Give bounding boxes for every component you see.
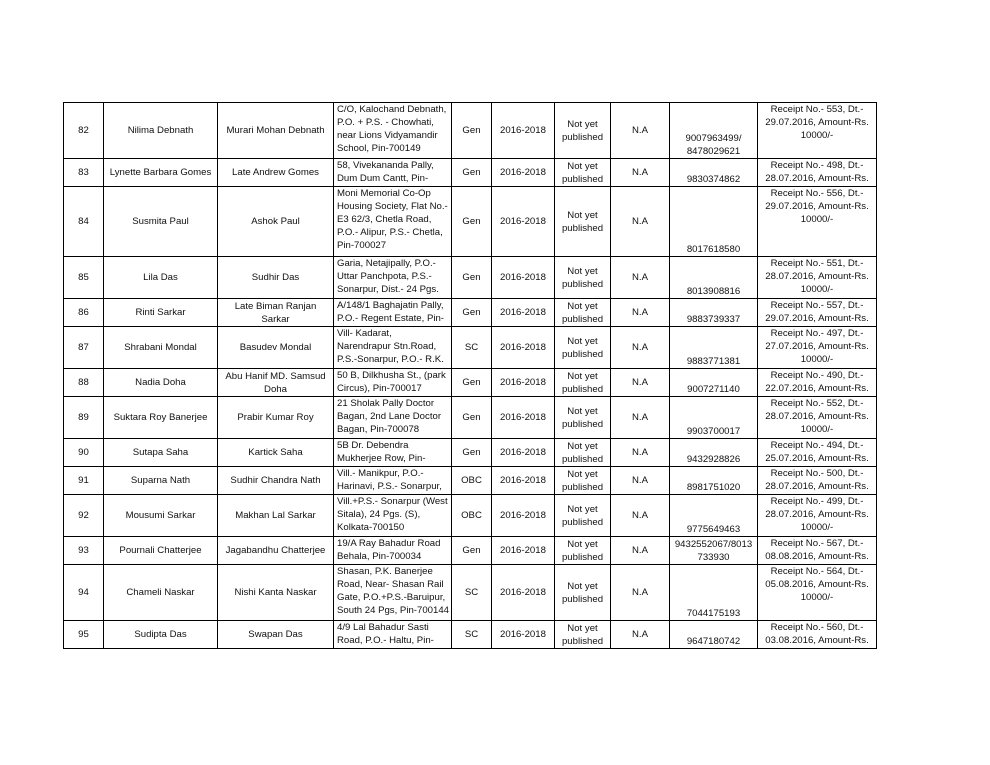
cell-category: [452, 397, 492, 439]
cell-session-text: 2016-2018: [500, 377, 546, 388]
cell-guardian-name: [218, 103, 334, 159]
cell-guardian-name: [218, 565, 334, 621]
cell-session: [492, 621, 555, 649]
cell-category-text: Gen: [462, 447, 481, 458]
cell-result-text: Not yet published: [561, 118, 604, 143]
cell-sl-no: [64, 327, 104, 369]
cell-sl-no-text: 84: [78, 216, 89, 227]
cell-marks: [611, 257, 670, 299]
cell-category-text: Gen: [462, 377, 481, 388]
cell-address: [334, 621, 452, 649]
cell-sl-no: [64, 621, 104, 649]
cell-guardian-name-text: Basudev Mondal: [239, 342, 312, 353]
cell-mobile: [670, 565, 758, 621]
cell-guardian-name-text: Prabir Kumar Roy: [237, 412, 314, 423]
cell-address: [334, 467, 452, 495]
cell-sl-no: [64, 159, 104, 187]
cell-mobile: [670, 621, 758, 649]
cell-result-text: Not yet published: [561, 440, 604, 465]
cell-marks-text: N.A: [632, 510, 648, 521]
cell-marks: [611, 327, 670, 369]
cell-category: [452, 495, 492, 537]
cell-result: [555, 397, 611, 439]
cell-name: [104, 537, 218, 565]
cell-mobile-text: 8981751020: [686, 482, 741, 493]
cell-sl-no-text: 82: [78, 125, 89, 136]
cell-session-text: 2016-2018: [500, 587, 546, 598]
cell-sl-no-text: 89: [78, 412, 89, 423]
cell-guardian-name-text: Swapan Das: [248, 629, 303, 640]
table-row: [64, 495, 877, 537]
cell-result-text: Not yet published: [561, 370, 604, 395]
cell-name-text: Pournali Chatterjee: [119, 545, 202, 556]
cell-sl-no: [64, 537, 104, 565]
cell-address: [334, 369, 452, 397]
cell-result: [555, 299, 611, 327]
cell-receipt-text: Receipt No.- 552, Dt.- 28.07.2016, Amount-Rs. 10000/-: [765, 398, 869, 435]
cell-name-text: Suparna Nath: [130, 475, 191, 486]
cell-mobile: [670, 299, 758, 327]
cell-session: [492, 467, 555, 495]
cell-receipt: [758, 565, 877, 621]
cell-name-text: Lila Das: [143, 272, 178, 283]
cell-category: [452, 467, 492, 495]
cell-session: [492, 187, 555, 257]
cell-sl-no-text: 91: [78, 475, 89, 486]
cell-guardian-name-text: Late Biman Ranjan Sarkar: [234, 300, 317, 325]
cell-sl-no: [64, 187, 104, 257]
cell-receipt: [758, 439, 877, 467]
cell-session-text: 2016-2018: [500, 629, 546, 640]
cell-receipt: [758, 621, 877, 649]
cell-result-text: Not yet published: [561, 405, 604, 430]
cell-category: [452, 159, 492, 187]
cell-category: [452, 369, 492, 397]
cell-receipt: [758, 299, 877, 327]
cell-address-text: Vill.- Manikpur, P.O.- Harinavi, P.S.- Sonarpur,: [337, 468, 442, 492]
cell-mobile: [670, 369, 758, 397]
cell-address-text: Vill- Kadarat, Narendrapur Stn.Road, P.S.-Sonarpur, P.O.- R.K.: [337, 328, 444, 365]
cell-marks: [611, 369, 670, 397]
cell-category: [452, 103, 492, 159]
cell-sl-no-text: 85: [78, 272, 89, 283]
cell-session-text: 2016-2018: [500, 272, 546, 283]
cell-marks: [611, 467, 670, 495]
cell-sl-no-text: 95: [78, 629, 89, 640]
cell-result-text: Not yet published: [561, 503, 604, 528]
cell-address-text: Shasan, P.K. Banerjee Road, Near- Shasan Rail Gate, P.O.+P.S.-Baruipur, South 24 Pgs, Pin-700144: [337, 566, 449, 616]
cell-marks: [611, 621, 670, 649]
cell-mobile-text: 9830374862: [686, 174, 741, 185]
cell-name-text: Sudipta Das: [134, 629, 187, 640]
cell-address-text: Garia, Netajipally, P.O.- Uttar Panchpota, P.S.- Sonarpur, Dist.- 24 Pgs.: [337, 258, 439, 295]
cell-address: [334, 439, 452, 467]
cell-result: [555, 327, 611, 369]
cell-receipt-text: Receipt No.- 494, Dt.- 25.07.2016, Amount-Rs.: [765, 440, 869, 464]
cell-name-text: Shrabani Mondal: [124, 342, 197, 353]
cell-category-text: OBC: [461, 510, 482, 521]
table-row: [64, 369, 877, 397]
cell-name-text: Mousumi Sarkar: [125, 510, 196, 521]
cell-mobile: [670, 327, 758, 369]
cell-guardian-name-text: Murari Mohan Debnath: [226, 125, 325, 136]
cell-mobile-text: 8017618580: [686, 244, 741, 255]
cell-sl-no: [64, 495, 104, 537]
cell-category-text: SC: [464, 587, 479, 598]
cell-mobile: [670, 439, 758, 467]
cell-receipt-text: Receipt No.- 567, Dt.- 08.08.2016, Amount-Rs.: [765, 538, 869, 562]
table-row: [64, 327, 877, 369]
cell-marks-text: N.A: [632, 342, 648, 353]
cell-mobile-text: 9432552067/8013 733930: [674, 539, 753, 563]
cell-guardian-name-text: Late Andrew Gomes: [232, 167, 319, 178]
cell-category: [452, 257, 492, 299]
cell-session-text: 2016-2018: [500, 510, 546, 521]
table-row: [64, 397, 877, 439]
cell-marks: [611, 397, 670, 439]
cell-sl-no-text: 83: [78, 167, 89, 178]
cell-name-text: Suktara Roy Banerjee: [113, 412, 208, 423]
cell-marks: [611, 565, 670, 621]
cell-category: [452, 565, 492, 621]
cell-mobile: [670, 495, 758, 537]
cell-address: [334, 495, 452, 537]
cell-result: [555, 369, 611, 397]
table-row: [64, 299, 877, 327]
cell-session: [492, 327, 555, 369]
cell-category: [452, 621, 492, 649]
cell-address-text: Moni Memorial Co-Op Housing Society, Flat No.- E3 62/3, Chetla Road, P.O.- Alipur, P.S.- Chetla, Pin-700027: [337, 188, 448, 251]
cell-result-text: Not yet published: [561, 335, 604, 360]
cell-sl-no-text: 86: [78, 307, 89, 318]
cell-mobile-text: 9883739337: [686, 314, 741, 325]
cell-sl-no: [64, 565, 104, 621]
table-row: [64, 187, 877, 257]
cell-category-text: Gen: [462, 167, 481, 178]
cell-mobile: [670, 257, 758, 299]
cell-marks-text: N.A: [632, 587, 648, 598]
cell-address-text: C/O, Kalochand Debnath, P.O. + P.S. - Chowhati, near Lions Vidyamandir School, Pin-700149: [337, 104, 447, 154]
cell-receipt-text: Receipt No.- 500, Dt.- 28.07.2016, Amount-Rs.: [765, 468, 869, 492]
cell-marks-text: N.A: [632, 447, 648, 458]
cell-sl-no: [64, 103, 104, 159]
cell-result-text: Not yet published: [561, 300, 604, 325]
cell-sl-no-text: 93: [78, 545, 89, 556]
cell-address-text: 5B Dr. Debendra Mukherjee Row, Pin-: [337, 440, 426, 464]
cell-marks-text: N.A: [632, 377, 648, 388]
cell-marks: [611, 187, 670, 257]
cell-mobile-text: 9883771381: [686, 356, 741, 367]
cell-session: [492, 369, 555, 397]
cell-mobile: [670, 537, 758, 565]
cell-receipt: [758, 467, 877, 495]
cell-result: [555, 439, 611, 467]
cell-result: [555, 187, 611, 257]
cell-result: [555, 565, 611, 621]
cell-address: [334, 299, 452, 327]
cell-receipt: [758, 495, 877, 537]
cell-mobile: [670, 397, 758, 439]
cell-receipt: [758, 187, 877, 257]
cell-category-text: Gen: [462, 545, 481, 556]
cell-category: [452, 299, 492, 327]
cell-session-text: 2016-2018: [500, 307, 546, 318]
cell-name: [104, 467, 218, 495]
cell-sl-no: [64, 467, 104, 495]
cell-session: [492, 439, 555, 467]
cell-address-text: 21 Sholak Pally Doctor Bagan, 2nd Lane Doctor Bagan, Pin-700078: [337, 398, 442, 435]
cell-session: [492, 159, 555, 187]
cell-session-text: 2016-2018: [500, 475, 546, 486]
cell-name: [104, 159, 218, 187]
cell-sl-no: [64, 397, 104, 439]
cell-marks-text: N.A: [632, 545, 648, 556]
table-row: [64, 159, 877, 187]
cell-marks: [611, 299, 670, 327]
cell-mobile: [670, 103, 758, 159]
cell-session: [492, 397, 555, 439]
cell-marks-text: N.A: [632, 272, 648, 283]
cell-marks: [611, 537, 670, 565]
cell-name: [104, 327, 218, 369]
cell-guardian-name: [218, 187, 334, 257]
cell-guardian-name-text: Sudhir Das: [251, 272, 300, 283]
cell-result: [555, 159, 611, 187]
table-row: [64, 103, 877, 159]
cell-receipt: [758, 103, 877, 159]
cell-marks-text: N.A: [632, 412, 648, 423]
cell-result: [555, 467, 611, 495]
cell-guardian-name: [218, 159, 334, 187]
cell-name: [104, 299, 218, 327]
cell-result-text: Not yet published: [561, 622, 604, 647]
cell-result-text: Not yet published: [561, 468, 604, 493]
cell-category-text: Gen: [462, 216, 481, 227]
cell-result: [555, 537, 611, 565]
table-row: [64, 621, 877, 649]
cell-session: [492, 257, 555, 299]
cell-session: [492, 495, 555, 537]
cell-mobile-text: 7044175193: [686, 608, 741, 619]
cell-address-text: 4/9 Lal Bahadur Sasti Road, P.O.- Haltu, Pin-: [337, 622, 434, 646]
cell-name-text: Susmita Paul: [132, 216, 189, 227]
cell-category-text: Gen: [462, 272, 481, 283]
cell-name-text: Nilima Debnath: [127, 125, 194, 136]
cell-guardian-name-text: Abu Hanif MD. Samsud Doha: [225, 370, 326, 395]
cell-guardian-name-text: Kartick Saha: [248, 447, 303, 458]
cell-result-text: Not yet published: [561, 538, 604, 563]
table-row: [64, 439, 877, 467]
cell-address: [334, 537, 452, 565]
cell-mobile-text: 9903700017: [686, 426, 741, 437]
cell-address-text: 50 B, Dilkhusha St., (park Circus), Pin-700017: [337, 370, 446, 394]
cell-mobile: [670, 467, 758, 495]
cell-receipt-text: Receipt No.- 490, Dt.- 22.07.2016, Amount-Rs.: [765, 370, 869, 394]
table-row: [64, 257, 877, 299]
cell-marks: [611, 159, 670, 187]
cell-session-text: 2016-2018: [500, 216, 546, 227]
cell-marks-text: N.A: [632, 125, 648, 136]
cell-marks-text: N.A: [632, 629, 648, 640]
cell-category-text: Gen: [462, 307, 481, 318]
cell-sl-no-text: 94: [78, 587, 89, 598]
cell-address: [334, 565, 452, 621]
cell-session: [492, 565, 555, 621]
cell-receipt: [758, 369, 877, 397]
cell-address: [334, 257, 452, 299]
cell-guardian-name: [218, 299, 334, 327]
cell-category-text: SC: [464, 629, 479, 640]
cell-marks-text: N.A: [632, 475, 648, 486]
cell-receipt-text: Receipt No.- 497, Dt.- 27.07.2016, Amount-Rs. 10000/-: [765, 328, 869, 365]
cell-name: [104, 397, 218, 439]
cell-guardian-name: [218, 397, 334, 439]
cell-receipt-text: Receipt No.- 560, Dt.- 03.08.2016, Amount-Rs.: [765, 622, 869, 646]
table-row: [64, 467, 877, 495]
cell-receipt-text: Receipt No.- 557, Dt.- 29.07.2016, Amount-Rs.: [765, 300, 869, 324]
cell-mobile-text: 9007271140: [687, 384, 740, 395]
cell-category-text: SC: [464, 342, 479, 353]
cell-mobile-text: 8013908816: [686, 286, 741, 297]
cell-name: [104, 565, 218, 621]
cell-receipt-text: Receipt No.- 553, Dt.- 29.07.2016, Amount-Rs. 10000/-: [765, 104, 869, 141]
cell-name-text: Lynette Barbara Gomes: [109, 167, 212, 178]
cell-address: [334, 103, 452, 159]
cell-session-text: 2016-2018: [500, 342, 546, 353]
cell-guardian-name: [218, 621, 334, 649]
cell-session-text: 2016-2018: [500, 447, 546, 458]
cell-receipt: [758, 159, 877, 187]
cell-session: [492, 537, 555, 565]
cell-guardian-name-text: Jagabandhu Chatterjee: [225, 545, 326, 556]
cell-category-text: Gen: [462, 412, 481, 423]
cell-sl-no: [64, 257, 104, 299]
cell-address-text: 58, Vivekananda Pally, Dum Dum Cantt, Pin-: [337, 160, 434, 184]
cell-guardian-name: [218, 257, 334, 299]
cell-marks: [611, 495, 670, 537]
cell-name: [104, 257, 218, 299]
cell-name: [104, 103, 218, 159]
cell-session-text: 2016-2018: [500, 167, 546, 178]
cell-mobile: [670, 187, 758, 257]
cell-guardian-name: [218, 327, 334, 369]
cell-receipt: [758, 537, 877, 565]
cell-name: [104, 495, 218, 537]
cell-category: [452, 327, 492, 369]
records-table: [63, 102, 877, 649]
cell-receipt-text: Receipt No.- 551, Dt.- 28.07.2016, Amount-Rs. 10000/-: [765, 258, 869, 295]
cell-result-text: Not yet published: [561, 209, 604, 234]
cell-marks: [611, 103, 670, 159]
cell-marks-text: N.A: [632, 216, 648, 227]
cell-guardian-name: [218, 467, 334, 495]
cell-marks: [611, 439, 670, 467]
cell-name-text: Nadia Doha: [135, 377, 186, 388]
cell-result-text: Not yet published: [561, 265, 604, 290]
cell-mobile: [670, 159, 758, 187]
cell-sl-no-text: 88: [78, 377, 89, 388]
table-row: [64, 565, 877, 621]
cell-guardian-name-text: Makhan Lal Sarkar: [235, 510, 316, 521]
cell-address-text: A/148/1 Baghajatin Pally, P.O.- Regent Estate, Pin-: [337, 300, 445, 324]
cell-result: [555, 257, 611, 299]
cell-guardian-name-text: Ashok Paul: [251, 216, 300, 227]
cell-name: [104, 187, 218, 257]
cell-address-text: 19/A Ray Bahadur Road Behala, Pin-700034: [337, 538, 441, 562]
cell-result: [555, 621, 611, 649]
cell-mobile-text: 9432928826: [686, 454, 741, 465]
cell-session-text: 2016-2018: [500, 412, 546, 423]
cell-address: [334, 187, 452, 257]
cell-receipt-text: Receipt No.- 499, Dt.- 28.07.2016, Amount-Rs. 10000/-: [765, 496, 869, 533]
cell-marks-text: N.A: [632, 167, 648, 178]
cell-guardian-name: [218, 495, 334, 537]
cell-mobile-text: 9647180742: [686, 636, 741, 647]
cell-name: [104, 439, 218, 467]
cell-category-text: Gen: [462, 125, 481, 136]
cell-receipt: [758, 257, 877, 299]
cell-address: [334, 327, 452, 369]
cell-result: [555, 103, 611, 159]
cell-category: [452, 187, 492, 257]
cell-category-text: OBC: [461, 475, 482, 486]
cell-category: [452, 439, 492, 467]
cell-receipt-text: Receipt No.- 556, Dt.- 29.07.2016, Amount-Rs. 10000/-: [765, 188, 869, 225]
cell-guardian-name-text: Sudhir Chandra Nath: [230, 475, 321, 486]
cell-result-text: Not yet published: [561, 580, 604, 605]
cell-sl-no: [64, 369, 104, 397]
cell-sl-no-text: 87: [78, 342, 89, 353]
cell-receipt-text: Receipt No.- 564, Dt.- 05.08.2016, Amount-Rs. 10000/-: [765, 566, 869, 603]
cell-receipt: [758, 327, 877, 369]
cell-guardian-name-text: Nishi Kanta Naskar: [234, 587, 317, 598]
cell-session: [492, 299, 555, 327]
cell-name: [104, 621, 218, 649]
cell-mobile-text: 9007963499/ 8478029621: [685, 133, 742, 157]
cell-name-text: Chameli Naskar: [126, 587, 195, 598]
cell-address-text: Vill.+P.S.- Sonarpur (West Sitala), 24 Pgs. (S), Kolkata-700150: [337, 496, 448, 533]
cell-name-text: Sutapa Saha: [132, 447, 189, 458]
cell-address: [334, 397, 452, 439]
cell-receipt: [758, 397, 877, 439]
cell-sl-no-text: 90: [78, 447, 89, 458]
cell-sl-no: [64, 439, 104, 467]
cell-session-text: 2016-2018: [500, 125, 546, 136]
cell-result: [555, 495, 611, 537]
cell-sl-no-text: 92: [78, 510, 89, 521]
cell-result-text: Not yet published: [561, 160, 604, 185]
cell-mobile-text: 9775649463: [686, 524, 741, 535]
cell-marks-text: N.A: [632, 307, 648, 318]
cell-guardian-name: [218, 537, 334, 565]
cell-receipt-text: Receipt No.- 498, Dt.- 28.07.2016, Amount-Rs.: [765, 160, 869, 184]
table-row: [64, 537, 877, 565]
cell-guardian-name: [218, 369, 334, 397]
cell-address: [334, 159, 452, 187]
cell-guardian-name: [218, 439, 334, 467]
cell-session: [492, 103, 555, 159]
cell-sl-no: [64, 299, 104, 327]
cell-session-text: 2016-2018: [500, 545, 546, 556]
cell-name-text: Rinti Sarkar: [135, 307, 186, 318]
cell-name: [104, 369, 218, 397]
cell-category: [452, 537, 492, 565]
